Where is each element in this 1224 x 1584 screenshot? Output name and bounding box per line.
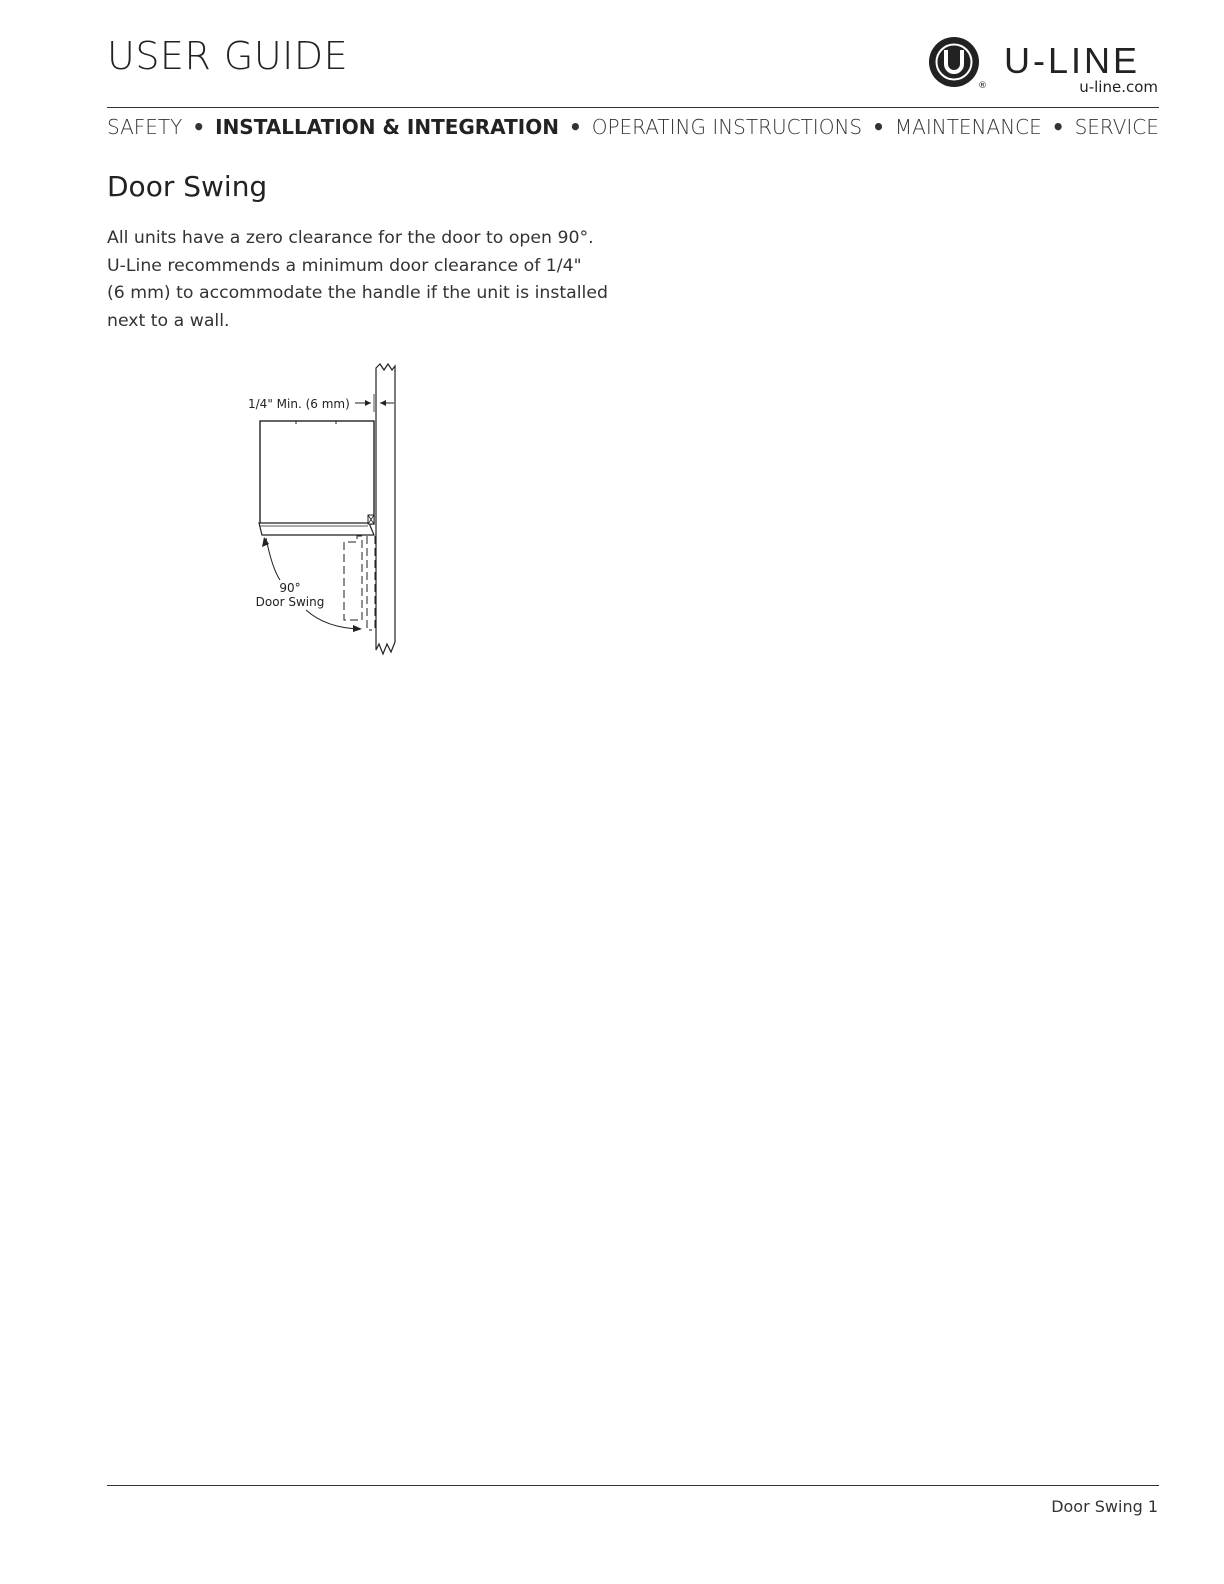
header-divider [107,107,1159,108]
section-nav [107,115,1159,139]
swing-label: Door Swing [255,595,325,609]
wall [376,364,395,654]
nav-item-safety[interactable]: SAFETY [107,115,183,139]
body-line: All units have a zero clearance for the door to open 90°. [107,228,594,248]
nav-separator: • [872,115,885,139]
nav-item-service[interactable]: SERVICE [1074,115,1159,139]
guide-title: USER GUIDE [107,34,349,78]
page-footer: Door Swing 1 [1051,1497,1158,1516]
brand-wordmark: U-LINE [1004,40,1141,81]
nav-separator: • [568,115,582,139]
swing-angle: 90° [279,581,301,595]
nav-item-installation[interactable]: INSTALLATION & INTEGRATION [215,115,559,139]
door-open-dashed [344,536,362,620]
brand-url[interactable]: u-line.com [1079,78,1158,96]
unit-body [260,421,374,524]
section-body [107,225,627,336]
body-line: next to a wall. [107,311,230,332]
section-title: Door Swing [107,170,268,203]
clearance-label: 1/4" Min. (6 mm) [248,397,350,411]
body-line: (6 mm) to accommodate the handle if the unit is installed [107,283,608,304]
footer-divider [107,1485,1159,1486]
nav-separator: • [1051,115,1065,139]
nav-separator: • [192,115,206,139]
door-closed [259,523,374,535]
u-line-logo-icon [928,36,988,96]
registered-mark: ® [978,81,987,91]
door-swing-diagram [240,360,410,660]
nav-item-maintenance[interactable]: MAINTENANCE [894,115,1042,139]
nav-item-operating[interactable]: OPERATING INSTRUCTIONS [591,115,863,139]
brand-logo [928,36,1160,98]
body-line: U-Line recommends a minimum door clearance of 1/4" [107,255,582,276]
